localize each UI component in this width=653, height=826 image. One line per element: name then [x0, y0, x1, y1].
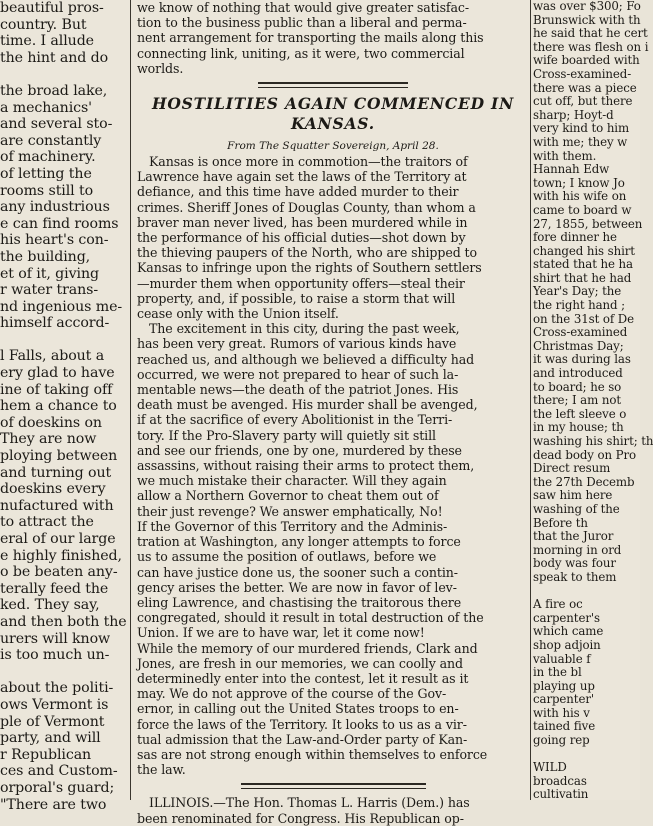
text-line: town; I know Jo — [533, 175, 625, 190]
text-line: we much mistake their character. Will they again — [137, 473, 447, 489]
text-line: tual admission that the Law-and-Order party of Kan- — [137, 731, 468, 747]
text-line: ILLINOIS.—The Hon. Thomas L. Harris (Dem.) has — [149, 795, 470, 811]
text-line: there was flesh on i — [533, 39, 649, 54]
text-line: congregated, should it result in total destruction of the — [137, 610, 484, 626]
right-column — [533, 0, 653, 802]
text-line: nufactured with — [0, 497, 114, 514]
text-line: ces and Custom- — [0, 763, 118, 780]
text-line: the 27th Decemb — [533, 474, 635, 489]
text-line: playing up — [533, 678, 595, 693]
article-source: From The Squatter Sovereign, April 28. — [227, 140, 439, 153]
text-line: and turning out — [0, 464, 112, 481]
text-line — [0, 66, 125, 83]
text-line: carpenter's — [533, 610, 600, 625]
text-line: on the 31st of De — [533, 311, 635, 326]
text-line: with me; they w — [533, 134, 628, 149]
text-line: morning in ord — [533, 542, 622, 557]
text-line: with them. — [533, 148, 597, 163]
text-line: ery glad to have — [0, 365, 115, 382]
text-line: Hannah Edw — [533, 162, 610, 177]
text-line — [533, 748, 640, 762]
center-column — [137, 0, 529, 826]
text-line: time. I allude — [0, 33, 94, 50]
text-line: While the memory of our murdered friends, Clark and — [137, 640, 478, 656]
text-line: saw him here — [533, 488, 613, 503]
article-headline-line1: HOSTILITIES AGAIN COMMENCED IN — [151, 94, 515, 114]
text-line: valuable f — [533, 651, 591, 666]
text-line: there was a piece — [533, 80, 637, 95]
text-line: is too much un- — [0, 647, 110, 664]
text-line: are constantly — [0, 132, 102, 149]
text-line: nd ingenious me- — [0, 298, 123, 315]
text-line: occurred, we were not prepared to hear of such la- — [137, 366, 459, 382]
text-line: Brunswick with th — [533, 12, 641, 27]
text-line: country. But — [0, 16, 87, 33]
text-line: the thieving paupers of the North, who are shipped to — [137, 245, 478, 261]
text-line: braver man never lived, has been murdered while in — [137, 214, 468, 230]
text-line: Kansas to infringe upon the rights of Southern settlers — [137, 260, 482, 276]
text-line: Jones, are fresh in our memories, we can coolly and — [137, 655, 463, 671]
text-line: speak to them — [533, 569, 617, 584]
text-line: sharp; Hoyt-d — [533, 107, 614, 122]
text-line: tion to the business public than a liberal and perma- — [137, 15, 467, 31]
text-line: Kansas is once more in commotion—the traitors of — [149, 154, 468, 170]
text-line: came to board w — [533, 202, 632, 217]
text-line: and introduced — [533, 366, 623, 381]
text-line — [0, 332, 125, 349]
text-line: of doeskins on — [0, 414, 102, 431]
text-line: there; I am not — [533, 393, 621, 408]
text-line: ked. They say, — [0, 597, 100, 614]
text-line: of machinery. — [0, 149, 96, 166]
text-line: shirt that he had — [533, 270, 632, 285]
text-line: the law. — [137, 762, 186, 778]
text-line: washing of the — [533, 501, 620, 516]
text-line: the building, — [0, 248, 91, 265]
text-line — [533, 585, 640, 599]
text-line: r Republican — [0, 746, 92, 763]
text-line: ple of Vermont — [0, 713, 105, 730]
text-line: his heart's con- — [0, 232, 109, 249]
text-line: it was during las — [533, 352, 631, 367]
text-line: Year's Day; the — [533, 284, 622, 299]
text-line: worlds. — [137, 60, 184, 76]
top-paragraph — [137, 0, 529, 76]
text-line: rooms still to — [0, 182, 94, 199]
text-line: Before th — [533, 515, 588, 530]
text-line: going rep — [533, 733, 590, 748]
text-line: to attract the — [0, 514, 94, 531]
text-line: wife boarded with — [533, 53, 640, 68]
text-line: defiance, and this time have added murder to their — [137, 184, 459, 200]
text-line: the left sleeve o — [533, 406, 627, 421]
text-line: Cross-examined — [533, 325, 628, 340]
text-line: body was four — [533, 556, 616, 571]
text-line: been renominated for Congress. His Republican op- — [137, 810, 464, 826]
text-line: cultivatin — [533, 787, 589, 802]
text-line: sas are not strong enough within themselves to enforce — [137, 746, 488, 762]
text-line: tained five — [533, 719, 596, 734]
text-line: e highly finished, — [0, 547, 122, 564]
text-line: dead body on Pro — [533, 447, 637, 462]
text-line: Christmas Day; — [533, 338, 624, 353]
text-line: mentable news—the death of the patriot Jones. His — [137, 382, 459, 398]
text-line: can have justice done us, the sooner such a contin- — [137, 564, 458, 580]
text-line: They are now — [0, 431, 97, 448]
illinois-paragraph — [137, 795, 529, 825]
text-line: o be beaten any- — [0, 564, 118, 581]
text-line: property, and, if possible, to raise a storm that will — [137, 290, 456, 306]
text-line: determinedly enter into the contest, let it result as it — [137, 670, 469, 686]
text-line: broadcas — [533, 773, 587, 788]
text-line: reached us, and although we believed a difficulty had — [137, 351, 475, 367]
text-line: hem a chance to — [0, 398, 117, 415]
text-line: about the politi- — [0, 680, 114, 697]
text-line: washing his shirt; th — [533, 434, 653, 448]
text-line: may. We do not approve of the course of the Gov- — [137, 686, 447, 702]
text-line: orporal's guard; — [0, 779, 115, 796]
text-line: crimes. Sheriff Jones of Douglas County, than whom a — [137, 199, 476, 215]
text-line: carpenter' — [533, 692, 595, 707]
text-line: 27, 1855, between — [533, 216, 643, 231]
text-line: A fire oc — [533, 597, 583, 612]
text-line: l Falls, about a — [0, 348, 105, 365]
text-line: of letting the — [0, 165, 92, 182]
text-line: The excitement in this city, during the past week, — [149, 321, 460, 337]
article-paragraph-1 — [137, 154, 529, 321]
column-rule-right — [530, 0, 531, 800]
text-line: and several sto- — [0, 116, 113, 133]
text-line: ploying between — [0, 448, 118, 465]
text-line: in my house; th — [533, 420, 624, 435]
text-line: their just revenge? We answer emphatically, No! — [137, 503, 443, 519]
section-divider-top — [258, 82, 408, 88]
text-line — [0, 664, 125, 681]
text-line: himself accord- — [0, 315, 110, 332]
left-column — [0, 0, 127, 813]
text-line: us to assume the position of outlaws, before we — [137, 549, 437, 565]
text-line: gency arises the better. We are now in favor of lev- — [137, 579, 457, 595]
text-line: was over $300; Fo — [533, 0, 641, 13]
text-line: eral of our large — [0, 531, 116, 547]
text-line: cease only with the Union itself. — [137, 306, 339, 322]
text-line: death must be avenged. His murder shall be avenged, — [137, 397, 478, 413]
text-line: the right hand ; — [533, 298, 626, 313]
text-line: party, and will — [0, 730, 101, 747]
text-line: if at the sacrifice of every Abolitionist in the Terri- — [137, 412, 453, 428]
text-line: e can find rooms — [0, 215, 119, 232]
text-line: et of it, giving — [0, 265, 99, 282]
text-line: r water trans- — [0, 282, 99, 299]
text-line: fore dinner he — [533, 230, 617, 245]
text-line: the hint and do — [0, 49, 109, 66]
text-line: cut off, but there — [533, 94, 633, 109]
text-line: ine of taking off — [0, 381, 113, 398]
text-line: with his v — [533, 705, 590, 720]
text-line: ernor, in calling out the United States troops to en- — [137, 701, 459, 717]
text-line: Direct resum — [533, 461, 611, 476]
article-headline-line2: KANSAS. — [291, 114, 375, 134]
text-line: If the Governor of this Territory and the Adminis- — [137, 518, 448, 534]
text-line: tory. If the Pro-Slavery party will quietly sit still — [137, 427, 436, 443]
text-line: any industrious — [0, 199, 110, 216]
text-line: force the laws of the Territory. It looks to us as a vir- — [137, 716, 467, 732]
text-line: he said that he cert — [533, 26, 648, 41]
text-line: allow a Northern Governor to cheat them out of — [137, 488, 439, 504]
text-line: —murder them when opportunity offers—steal their — [137, 275, 465, 291]
text-line: in the bl — [533, 665, 582, 680]
text-line: very kind to him — [533, 121, 630, 136]
column-rule-left — [130, 0, 131, 800]
text-line: beautiful pros- — [0, 0, 104, 16]
article-paragraph-2 — [137, 321, 529, 777]
text-line: urers will know — [0, 630, 111, 647]
text-line: we know of nothing that would give greater satisfac- — [137, 0, 470, 15]
text-line: connecting link, uniting, as it were, two commercial — [137, 45, 465, 61]
text-line: Union. If we are to have war, let it come now! — [137, 625, 425, 641]
text-line: and see our friends, one by one, murdered by these — [137, 442, 462, 458]
text-line: changed his shirt — [533, 243, 635, 258]
text-line: Cross-examined- — [533, 66, 632, 81]
text-line: the performance of his official duties—shot down by — [137, 230, 466, 246]
text-line: with his wife on — [533, 189, 627, 204]
text-line: eling Lawrence, and chastising the traitorous there — [137, 594, 462, 610]
text-line: shop adjoin — [533, 637, 601, 652]
text-line: tration at Washington, any longer attempts to force — [137, 534, 461, 550]
text-line: has been very great. Rumors of various kinds have — [137, 336, 457, 352]
text-line: Lawrence have again set the laws of the Territory at — [137, 169, 467, 185]
section-divider-bottom — [241, 783, 426, 789]
text-line: WILD — [533, 760, 567, 775]
text-line: nent arrangement for transporting the mails along this — [137, 30, 484, 46]
text-line: assassins, without raising their arms to protect them, — [137, 458, 475, 474]
text-line: doeskins every — [0, 481, 106, 498]
text-line: the broad lake, — [0, 82, 108, 99]
text-line: a mechanics' — [0, 99, 92, 116]
text-line: stated that he ha — [533, 257, 633, 272]
text-line: that the Juror — [533, 529, 614, 544]
text-line: to board; he so — [533, 379, 622, 394]
text-line: terally feed the — [0, 580, 109, 597]
text-line: and then both the — [0, 613, 127, 630]
text-line: which came — [533, 624, 604, 639]
text-line: "There are two — [0, 796, 107, 813]
text-line: ows Vermont is — [0, 696, 109, 713]
